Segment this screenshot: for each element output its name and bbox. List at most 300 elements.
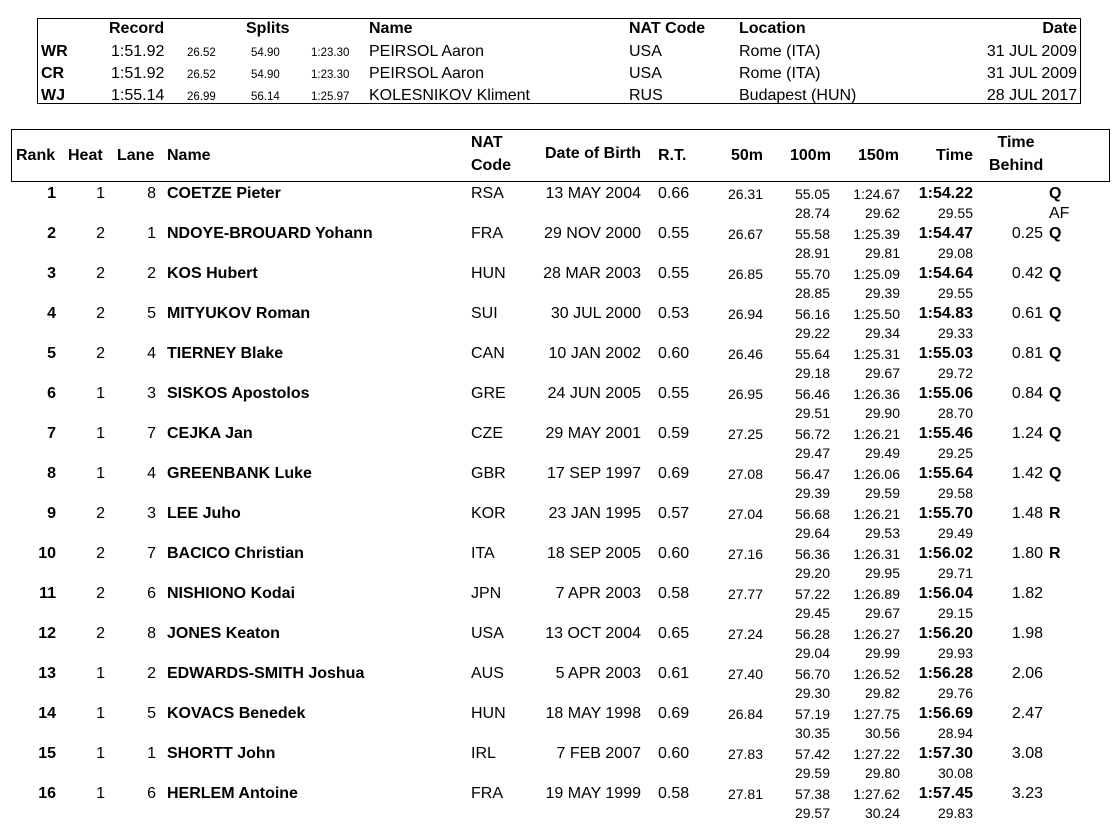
split-lap-200m: 29.72 (937, 365, 973, 381)
heat-cell: 1 (96, 385, 105, 402)
code-col-header: Code (471, 157, 511, 174)
heat-cell: 1 (96, 745, 105, 762)
split-lap-200m: 29.33 (937, 325, 973, 341)
split-100m: 57.38 (794, 786, 830, 802)
lane-col-header: Lane (117, 147, 155, 164)
split-100m: 57.42 (794, 746, 830, 762)
final-time: 1:54.47 (918, 225, 973, 242)
nat-cell: JPN (471, 585, 502, 602)
dob-cell: 29 MAY 2001 (545, 425, 641, 442)
reaction-time: 0.58 (658, 585, 690, 602)
split-lap-150m: 29.59 (864, 485, 900, 501)
record-time: 1:51.92 (111, 65, 165, 82)
table-row (0, 505, 1118, 545)
reaction-time: 0.60 (658, 345, 690, 362)
reaction-time: 0.65 (658, 625, 690, 642)
split-150m: 1:27.62 (853, 786, 900, 802)
lane-cell: 5 (147, 305, 156, 322)
dob-cell: 17 SEP 1997 (546, 465, 641, 482)
final-time: 1:54.64 (918, 265, 973, 282)
time-behind: 3.23 (1011, 785, 1043, 802)
split-50m: 27.16 (727, 546, 763, 562)
athlete-name: JONES Keaton (167, 625, 280, 642)
nat-cell: CZE (471, 425, 503, 442)
split-lap-100m: 29.47 (794, 445, 830, 461)
split-100m: 56.36 (794, 546, 830, 562)
qualification-mark: Q (1049, 385, 1062, 402)
nat-cell: CAN (471, 345, 505, 362)
split-lap-200m: 29.58 (937, 485, 973, 501)
split-lap-100m: 29.57 (794, 805, 830, 821)
split-lap-200m: 29.71 (937, 565, 973, 581)
record-date: 31 JUL 2009 (986, 65, 1077, 82)
athlete-name: SISKOS Apostolos (167, 385, 310, 402)
heat-cell: 2 (96, 225, 105, 242)
dob-cell: 23 JAN 1995 (548, 505, 641, 522)
qualification-mark: Q (1049, 425, 1062, 442)
rank-cell: 4 (47, 305, 56, 322)
reaction-time: 0.57 (658, 505, 690, 522)
time-behind: 0.61 (1011, 305, 1043, 322)
split-150m: 1:26.06 (853, 466, 900, 482)
rank-cell: 9 (47, 505, 56, 522)
dob-cell: 10 JAN 2002 (548, 345, 641, 362)
split-lap-150m: 29.90 (864, 405, 900, 421)
qualification-mark: Q (1049, 265, 1062, 282)
split-100m: 56.70 (794, 666, 830, 682)
split-lap-100m: 29.51 (794, 405, 830, 421)
rank-cell: 1 (47, 185, 56, 202)
record-name: KOLESNIKOV Kliment (369, 87, 530, 104)
split-lap-200m: 29.55 (937, 205, 973, 221)
nat-cell: IRL (471, 745, 496, 762)
split-lap-150m: 29.67 (864, 365, 900, 381)
date-col-header: Date (1042, 20, 1077, 37)
split-100m: 57.22 (794, 586, 830, 602)
split-100m: 55.64 (794, 346, 830, 362)
split-lap-200m: 29.25 (937, 445, 973, 461)
split-lap-150m: 29.39 (864, 285, 900, 301)
lane-cell: 6 (147, 585, 156, 602)
split-100m: 55.70 (794, 266, 830, 282)
record-code: WR (41, 43, 68, 60)
record-split: 54.90 (251, 69, 280, 81)
dob-cell: 5 APR 2003 (555, 665, 641, 682)
time-behind: 0.25 (1011, 225, 1043, 242)
reaction-time: 0.59 (658, 425, 690, 442)
split-lap-100m: 29.20 (794, 565, 830, 581)
reaction-time: 0.55 (658, 225, 690, 242)
split-lap-200m: 29.93 (937, 645, 973, 661)
name-col-header: Name (167, 147, 211, 164)
split-150m: 1:26.21 (853, 426, 900, 442)
split-100m: 56.68 (794, 506, 830, 522)
athlete-name: BACICO Christian (167, 545, 304, 562)
split-100m: 55.58 (794, 226, 830, 242)
reaction-time: 0.69 (658, 465, 690, 482)
split-50m: 26.67 (727, 226, 763, 242)
heat-cell: 2 (96, 505, 105, 522)
time-behind: 0.81 (1011, 345, 1043, 362)
athlete-name: HERLEM Antoine (167, 785, 298, 802)
rank-cell: 12 (38, 625, 56, 642)
split-lap-100m: 28.91 (794, 245, 830, 261)
split-lap-150m: 29.49 (864, 445, 900, 461)
table-row (0, 545, 1118, 585)
record-nat: RUS (629, 87, 663, 104)
time-behind: 2.06 (1011, 665, 1043, 682)
heat-cell: 2 (96, 345, 105, 362)
athlete-name: GREENBANK Luke (167, 465, 312, 482)
split-lap-150m: 29.34 (864, 325, 900, 341)
table-row (0, 185, 1118, 225)
split-100m: 56.46 (794, 386, 830, 402)
time-behind: 1.98 (1011, 625, 1043, 642)
rank-cell: 3 (47, 265, 56, 282)
qualification-mark: Q (1049, 345, 1062, 362)
rank-cell: 14 (38, 705, 56, 722)
final-time: 1:54.22 (918, 185, 973, 202)
reaction-time: 0.60 (658, 745, 690, 762)
split-lap-100m: 29.59 (794, 765, 830, 781)
record-location: Rome (ITA) (739, 43, 821, 60)
time-behind: 1.48 (1011, 505, 1043, 522)
rank-col-header: Rank (16, 147, 56, 164)
nat-col-header: NAT (471, 134, 503, 151)
record-split: 56.14 (251, 91, 280, 103)
record-col-header: Record (109, 20, 165, 37)
split-lap-100m: 29.30 (794, 685, 830, 701)
athlete-name: TIERNEY Blake (167, 345, 284, 362)
split-150m: 1:24.67 (853, 186, 900, 202)
split-50m: 26.84 (727, 706, 763, 722)
table-row (0, 305, 1118, 345)
split-100m: 56.47 (794, 466, 830, 482)
lane-cell: 6 (147, 785, 156, 802)
rank-cell: 8 (47, 465, 56, 482)
time-col-header: Time (936, 147, 974, 164)
time-behind: 1.80 (1011, 545, 1043, 562)
final-time: 1:56.20 (918, 625, 973, 642)
split-lap-150m: 30.24 (864, 805, 900, 821)
lane-cell: 7 (147, 545, 156, 562)
lane-cell: 4 (147, 465, 156, 482)
split-lap-100m: 28.85 (794, 285, 830, 301)
qualification-mark: Q (1049, 185, 1062, 202)
split-lap-150m: 29.99 (864, 645, 900, 661)
split-lap-150m: 30.56 (864, 725, 900, 741)
reaction-time: 0.55 (658, 265, 690, 282)
split-150m: 1:26.89 (853, 586, 900, 602)
nat-cell: KOR (471, 505, 506, 522)
record-location: Rome (ITA) (739, 65, 821, 82)
heat-cell: 2 (96, 625, 105, 642)
split-50m: 27.77 (727, 586, 763, 602)
split-100m: 56.28 (794, 626, 830, 642)
record-split: 54.90 (251, 47, 280, 59)
nat-cell: RSA (471, 185, 504, 202)
dob-cell: 13 MAY 2004 (545, 185, 641, 202)
behind-col-header: Behind (989, 157, 1044, 174)
heat-cell: 1 (96, 425, 105, 442)
record-split: 26.99 (187, 91, 216, 103)
split-150m: 1:26.36 (853, 386, 900, 402)
split-lap-100m: 29.04 (794, 645, 830, 661)
time-behind: 1.42 (1011, 465, 1043, 482)
dob-cell: 24 JUN 2005 (547, 385, 641, 402)
final-time: 1:56.02 (918, 545, 973, 562)
split-lap-200m: 29.49 (937, 525, 973, 541)
final-time: 1:55.70 (918, 505, 973, 522)
split-150m: 1:25.39 (853, 226, 900, 242)
nat-cell: AUS (471, 665, 504, 682)
heat-cell: 2 (96, 305, 105, 322)
record-split: 1:25.97 (311, 91, 350, 103)
time-behind-col-header: Time (997, 134, 1035, 151)
split-lap-200m: 29.76 (937, 685, 973, 701)
final-time: 1:54.83 (918, 305, 973, 322)
table-row (0, 265, 1118, 305)
split-50m: 26.31 (727, 186, 763, 202)
reaction-time: 0.53 (658, 305, 690, 322)
split-150m: 1:27.22 (853, 746, 900, 762)
dob-cell: 7 APR 2003 (555, 585, 641, 602)
dob-cell: 13 OCT 2004 (545, 625, 641, 642)
athlete-name: NISHIONO Kodai (167, 585, 296, 602)
split-lap-150m: 29.95 (864, 565, 900, 581)
lane-cell: 1 (147, 225, 156, 242)
split-lap-100m: 29.45 (794, 605, 830, 621)
dob-col-header: Date of Birth (545, 145, 641, 162)
split-lap-100m: 29.39 (794, 485, 830, 501)
lane-cell: 1 (147, 745, 156, 762)
time-behind: 3.08 (1011, 745, 1043, 762)
split-lap-200m: 29.55 (937, 285, 973, 301)
dob-cell: 18 MAY 1998 (545, 705, 641, 722)
lane-cell: 7 (147, 425, 156, 442)
rank-cell: 13 (38, 665, 56, 682)
record-location: Budapest (HUN) (739, 87, 857, 104)
reaction-time: 0.69 (658, 705, 690, 722)
nat-cell: GRE (471, 385, 506, 402)
record-note: AF (1049, 205, 1070, 222)
split-100m: 55.05 (794, 186, 830, 202)
final-time: 1:56.04 (918, 585, 973, 602)
lane-cell: 3 (147, 385, 156, 402)
splits-col-header: Splits (246, 20, 290, 37)
split-150m: 1:26.31 (853, 546, 900, 562)
table-row (0, 745, 1118, 785)
nat-cell: HUN (471, 265, 506, 282)
lane-cell: 2 (147, 265, 156, 282)
table-row (0, 345, 1118, 385)
reaction-time: 0.61 (658, 665, 690, 682)
dob-cell: 29 NOV 2000 (544, 225, 641, 242)
split-lap-100m: 29.64 (794, 525, 830, 541)
lane-cell: 5 (147, 705, 156, 722)
dob-cell: 18 SEP 2005 (546, 545, 641, 562)
nat-cell: ITA (471, 545, 495, 562)
record-code: CR (41, 65, 65, 82)
split-lap-150m: 29.53 (864, 525, 900, 541)
rank-cell: 11 (39, 585, 56, 602)
rank-cell: 6 (47, 385, 56, 402)
record-nat: USA (629, 65, 662, 82)
athlete-name: NDOYE-BROUARD Yohann (167, 225, 373, 242)
rt-col-header: R.T. (658, 147, 687, 164)
nat-cell: HUN (471, 705, 506, 722)
split-150m: 1:25.31 (853, 346, 900, 362)
final-time: 1:55.06 (918, 385, 973, 402)
table-row (0, 225, 1118, 265)
lane-cell: 2 (147, 665, 156, 682)
record-split: 26.52 (187, 69, 216, 81)
split-lap-200m: 29.08 (937, 245, 973, 261)
split-150m: 1:25.09 (853, 266, 900, 282)
rank-cell: 2 (47, 225, 56, 242)
final-time: 1:56.69 (918, 705, 973, 722)
athlete-name: EDWARDS-SMITH Joshua (167, 665, 365, 682)
qualification-mark: R (1049, 505, 1061, 522)
dob-cell: 30 JUL 2000 (550, 305, 641, 322)
qualification-mark: Q (1049, 305, 1062, 322)
table-row (0, 705, 1118, 745)
time-behind: 0.84 (1011, 385, 1043, 402)
nat-cell: SUI (471, 305, 498, 322)
split-50m: 26.85 (727, 266, 763, 282)
split-lap-150m: 29.81 (864, 245, 900, 261)
split-lap-200m: 28.94 (937, 725, 973, 741)
location-col-header: Location (739, 20, 806, 37)
lane-cell: 8 (147, 625, 156, 642)
final-time: 1:57.30 (918, 745, 973, 762)
final-time: 1:56.28 (918, 665, 973, 682)
record-name: PEIRSOL Aaron (369, 65, 485, 82)
split-150m: 1:26.21 (853, 506, 900, 522)
split100-col-header: 100m (790, 147, 831, 164)
table-row (0, 585, 1118, 625)
split-lap-200m: 30.08 (937, 765, 973, 781)
heat-cell: 2 (96, 545, 105, 562)
record-code: WJ (41, 87, 65, 104)
qualification-mark: Q (1049, 465, 1062, 482)
record-date: 31 JUL 2009 (986, 43, 1077, 60)
record-split: 1:23.30 (311, 69, 350, 81)
split-lap-100m: 28.74 (794, 205, 830, 221)
nat-cell: FRA (471, 785, 503, 802)
dob-cell: 28 MAR 2003 (543, 265, 641, 282)
rank-cell: 15 (38, 745, 56, 762)
split-50m: 26.95 (727, 386, 763, 402)
heat-cell: 1 (96, 705, 105, 722)
lane-cell: 8 (147, 185, 156, 202)
split-50m: 27.83 (727, 746, 763, 762)
split-lap-100m: 29.22 (794, 325, 830, 341)
record-name: PEIRSOL Aaron (369, 43, 485, 60)
split-150m: 1:26.52 (853, 666, 900, 682)
split-lap-100m: 29.18 (794, 365, 830, 381)
split-lap-150m: 29.62 (864, 205, 900, 221)
record-nat: USA (629, 43, 662, 60)
athlete-name: COETZE Pieter (167, 185, 281, 202)
athlete-name: SHORTT John (167, 745, 276, 762)
split150-col-header: 150m (858, 147, 899, 164)
reaction-time: 0.55 (658, 385, 690, 402)
split-50m: 27.04 (727, 506, 763, 522)
split-lap-150m: 29.80 (864, 765, 900, 781)
split-100m: 56.16 (794, 306, 830, 322)
split-50m: 27.08 (727, 466, 763, 482)
table-row (0, 785, 1118, 825)
record-split: 26.52 (187, 47, 216, 59)
rank-cell: 16 (38, 785, 56, 802)
table-row (0, 465, 1118, 505)
heat-cell: 1 (96, 465, 105, 482)
heat-cell: 1 (96, 185, 105, 202)
nat-cell: FRA (471, 225, 503, 242)
split-50m: 26.46 (727, 346, 763, 362)
split-50m: 27.25 (727, 426, 763, 442)
heat-col-header: Heat (68, 147, 103, 164)
reaction-time: 0.60 (658, 545, 690, 562)
athlete-name: CEJKA Jan (167, 425, 253, 442)
split-lap-200m: 28.70 (937, 405, 973, 421)
split-50m: 27.40 (727, 666, 763, 682)
split-50m: 26.94 (727, 306, 763, 322)
lane-cell: 3 (147, 505, 156, 522)
final-time: 1:55.46 (918, 425, 973, 442)
athlete-name: LEE Juho (167, 505, 241, 522)
record-date: 28 JUL 2017 (986, 87, 1077, 104)
reaction-time: 0.66 (658, 185, 690, 202)
athlete-name: MITYUKOV Roman (167, 305, 311, 322)
qualification-mark: Q (1049, 225, 1062, 242)
split-150m: 1:27.75 (853, 706, 900, 722)
name-col-header: Name (369, 20, 413, 37)
split-100m: 57.19 (794, 706, 830, 722)
split-lap-150m: 29.67 (864, 605, 900, 621)
split-lap-200m: 29.15 (937, 605, 973, 621)
athlete-name: KOVACS Benedek (167, 705, 306, 722)
nat-cell: GBR (471, 465, 506, 482)
final-time: 1:55.64 (918, 465, 973, 482)
table-row (0, 425, 1118, 465)
time-behind: 2.47 (1011, 705, 1043, 722)
time-behind: 0.42 (1011, 265, 1043, 282)
dob-cell: 19 MAY 1999 (545, 785, 641, 802)
record-time: 1:55.14 (111, 87, 165, 104)
split-lap-100m: 30.35 (794, 725, 830, 741)
split-150m: 1:26.27 (853, 626, 900, 642)
table-row (0, 625, 1118, 665)
rank-cell: 5 (47, 345, 56, 362)
split-50m: 27.24 (727, 626, 763, 642)
dob-cell: 7 FEB 2007 (556, 745, 641, 762)
split-50m: 27.81 (727, 786, 763, 802)
time-behind: 1.82 (1011, 585, 1043, 602)
heat-cell: 2 (96, 585, 105, 602)
split-lap-150m: 29.82 (864, 685, 900, 701)
split-lap-200m: 29.83 (937, 805, 973, 821)
heat-cell: 2 (96, 265, 105, 282)
athlete-name: KOS Hubert (167, 265, 258, 282)
final-time: 1:57.45 (918, 785, 973, 802)
table-row (0, 385, 1118, 425)
nat-code-col-header: NAT Code (629, 20, 706, 37)
split-150m: 1:25.50 (853, 306, 900, 322)
nat-cell: USA (471, 625, 504, 642)
table-row (0, 665, 1118, 705)
